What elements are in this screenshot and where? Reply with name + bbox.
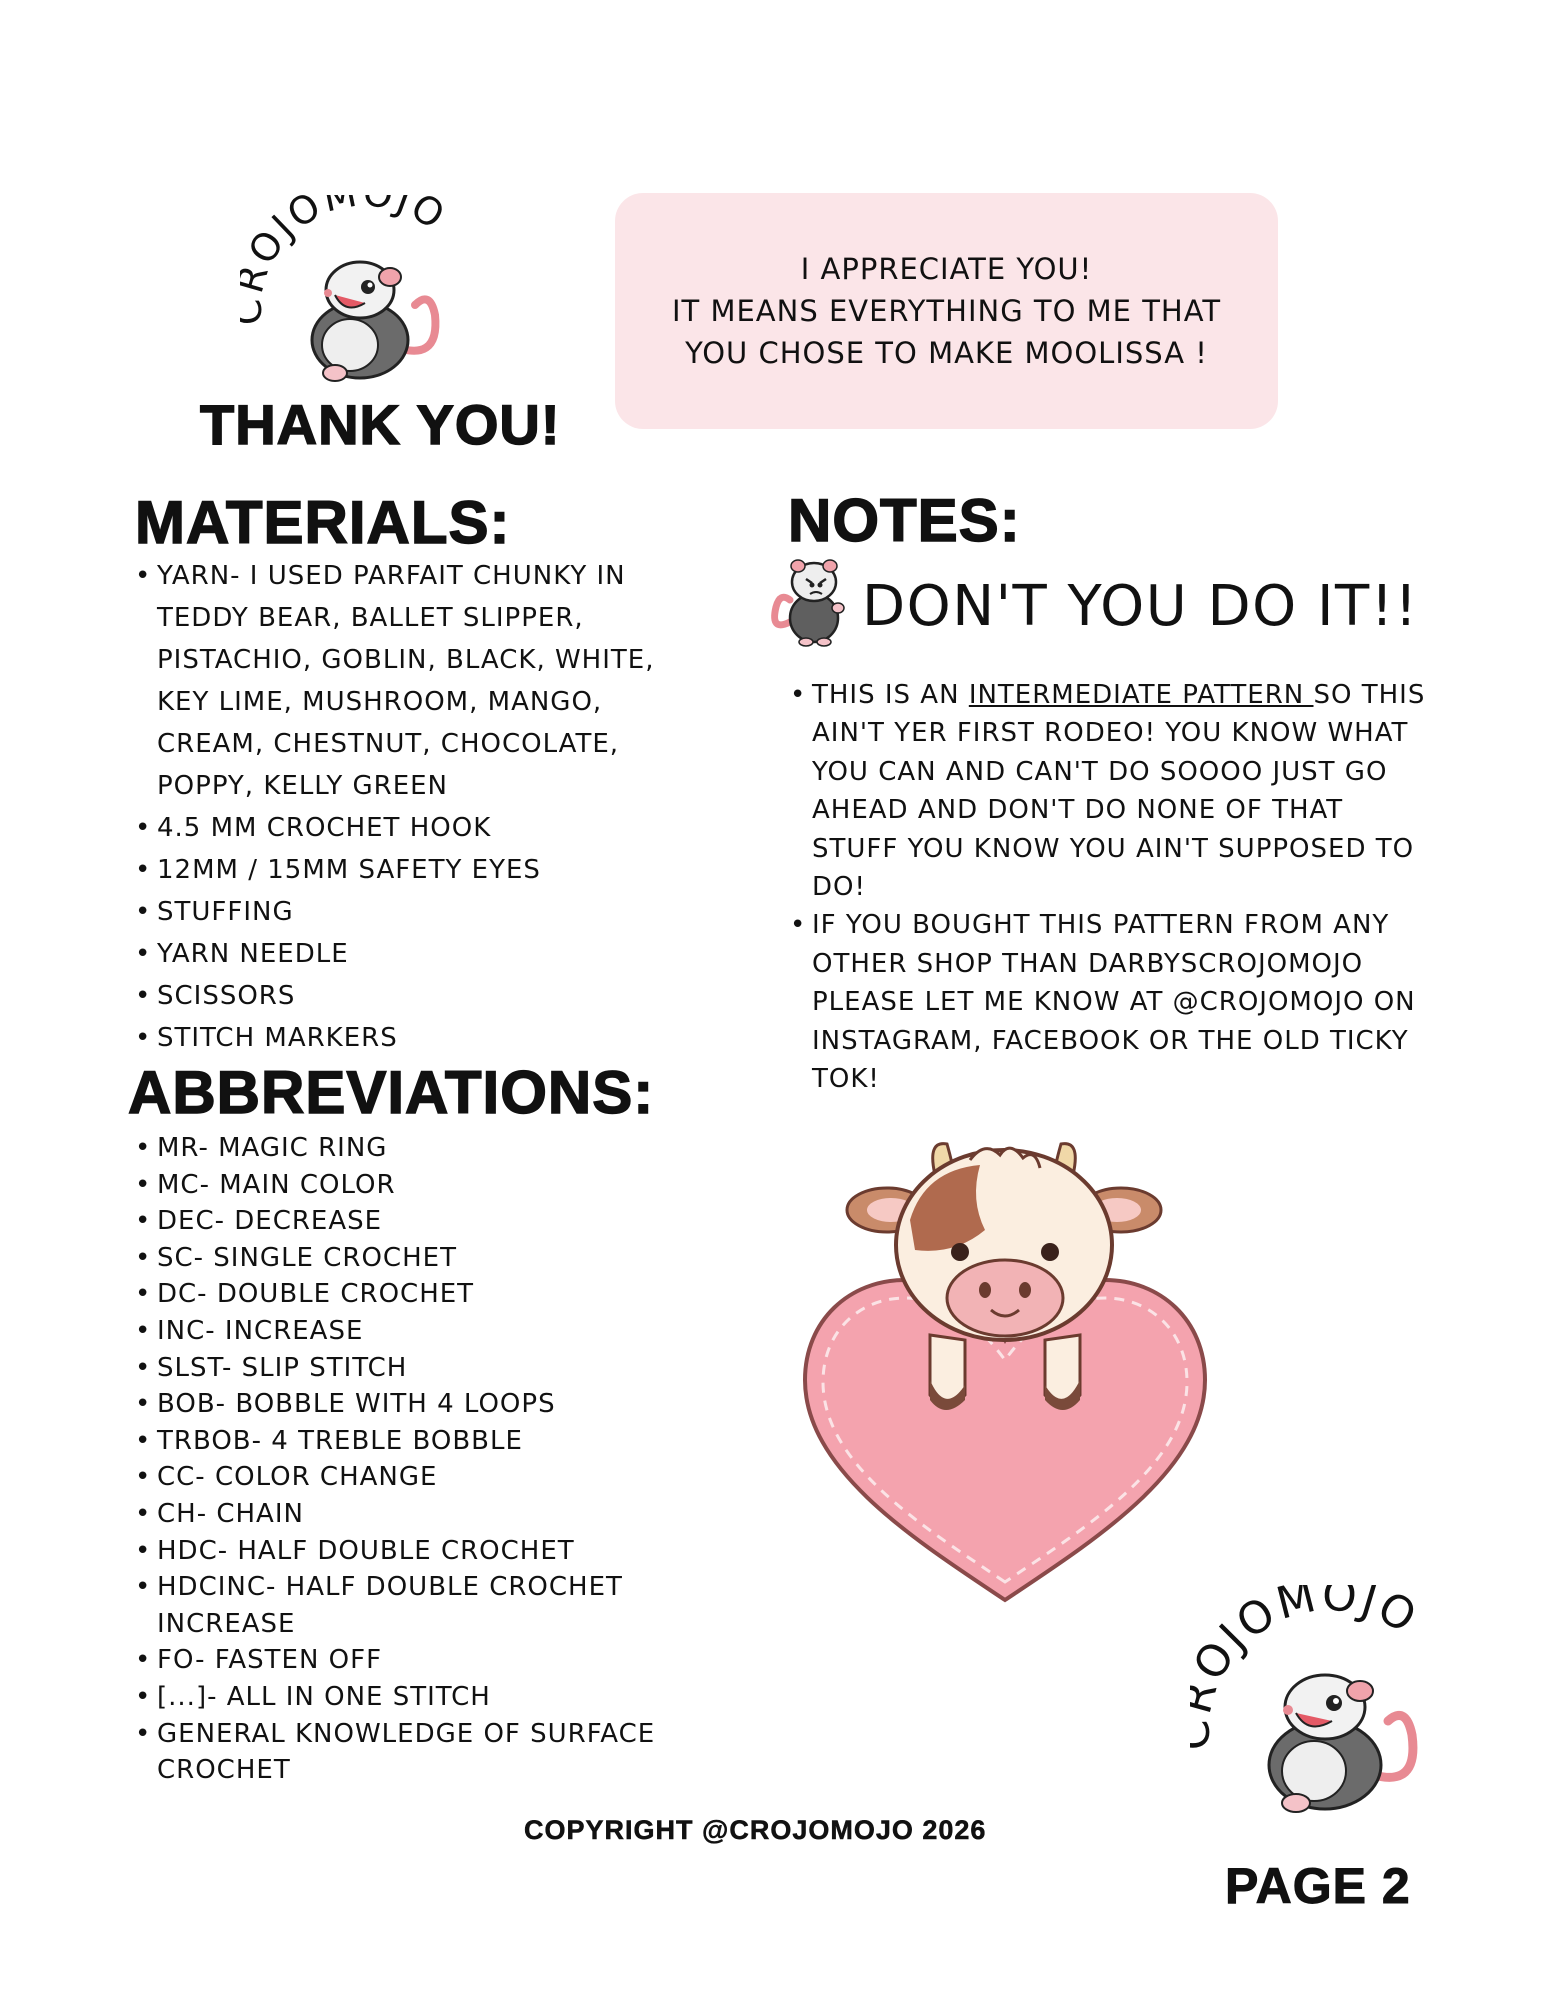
note-text: SO THIS AIN'T YER FIRST RODEO! YOU KNOW WHAT YOU CAN AND CAN'T DO SOOOO JUST GO AHEAD AND DON'T DO NONE OF THAT STUFF YOU KNOW YOU AIN'T SUPPOSED TO DO! [812,680,1426,903]
list-item: • GENERAL KNOWLEDGE OF SURFACE CROCHET [135,1716,705,1789]
abbreviations-heading: ABBREVIATIONS: [128,1059,655,1126]
logo-wordmark: JOMOJO [1210,1585,1427,1660]
copyright-text: COPYRIGHT @CROJOMOJO 2026 [524,1815,987,1845]
logo-wordmark: OJOM JO [240,195,455,272]
list-item: • [...]- ALL IN ONE STITCH [135,1679,705,1716]
list-item: • FO- FASTEN OFF [135,1642,705,1679]
list-item: • IF YOU BOUGHT THIS PATTERN FROM ANY OTHER SHOP THAN DARBYSCROJOMOJO PLEASE LET ME KNOW AT @CROJOMOJO ON INSTAGRAM, FACEBOOK OR THE OLD TICKY TOK! [790,906,1430,1098]
list-item: • HDC- HALF DOUBLE CROCHET [135,1533,705,1570]
list-item: • YARN NEEDLE [135,933,675,975]
list-item: • MC- MAIN COLOR [135,1167,705,1204]
grumpy-possum-icon [768,552,860,648]
notes-list [790,676,1430,1098]
list-item: • STUFFING [135,891,675,933]
notes-heading: NOTES: [788,487,1021,554]
list-item: • CH- CHAIN [135,1496,705,1533]
message-line: IT MEANS EVERYTHING TO ME THAT [671,294,1222,328]
list-item: • DC- DOUBLE CROCHET [135,1276,705,1313]
page-number: PAGE 2 [1225,1858,1411,1914]
materials-heading: MATERIALS: [135,489,511,556]
materials-list [135,555,675,1059]
list-item: • DEC- DECREASE [135,1203,705,1240]
appreciation-message-box [615,193,1278,429]
list-item [790,676,1430,906]
message-line: I APPRECIATE YOU! [800,252,1093,286]
list-item: • HDCINC- HALF DOUBLE CROCHET INCREASE [135,1569,705,1642]
list-item: • SLST- SLIP STITCH [135,1350,705,1387]
crojomojo-logo-bottom [1190,1585,1465,1830]
list-item: • MR- MAGIC RING [135,1130,705,1167]
crojomojo-logo-top [240,195,485,395]
list-item: • TRBOB- 4 TREBLE BOBBLE [135,1423,705,1460]
notes-subheading: DON'T YOU DO IT!! [862,574,1419,639]
list-item: • YARN- I USED PARFAIT CHUNKY IN TEDDY BEAR, BALLET SLIPPER, PISTACHIO, GOBLIN, BLACK, WHITE, KEY LIME, MUSHROOM, MANGO, CREAM, CHESTNUT, CHOCOLATE, POPPY, KELLY GREEN [135,555,675,807]
list-item: • SC- SINGLE CROCHET [135,1240,705,1277]
list-item: • INC- INCREASE [135,1313,705,1350]
list-item: • STITCH MARKERS [135,1017,675,1059]
cow-heart-illustration [795,1130,1215,1620]
intermediate-pattern-label: INTERMEDIATE PATTERN [968,680,1314,710]
list-item: • 12MM / 15MM SAFETY EYES [135,849,675,891]
list-item: • BOB- BOBBLE WITH 4 LOOPS [135,1386,705,1423]
list-item: • 4.5 MM CROCHET HOOK [135,807,675,849]
list-item: • CC- COLOR CHANGE [135,1459,705,1496]
message-line: YOU CHOSE TO MAKE MOOLISSA ! [685,336,1208,370]
thank-you-heading: THANK YOU! [200,393,561,456]
note-text: THIS IS AN [812,680,969,710]
list-item: • SCISSORS [135,975,675,1017]
abbreviations-list [135,1130,705,1789]
